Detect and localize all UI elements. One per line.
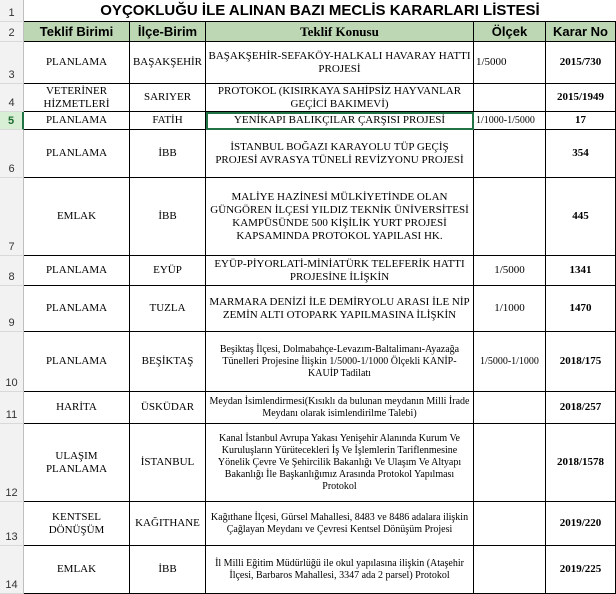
cell-olcek[interactable]: 1/1000 [474,286,546,332]
cell-olcek[interactable] [474,424,546,502]
cell-olcek[interactable] [474,392,546,424]
row-number[interactable]: 3 [0,42,24,84]
header-ilce-birim[interactable]: İlçe-Birim [130,22,206,42]
row-number[interactable]: 1 [0,0,24,22]
sheet-title[interactable]: OYÇOKLUĞU İLE ALINAN BAZI MECLİS KARARLARI LİSTESİ [24,0,616,22]
cell-ilce[interactable]: SARIYER [130,84,206,112]
cell-birim[interactable]: PLANLAMA [24,112,130,130]
cell-karar[interactable]: 1470 [546,286,616,332]
cell-ilce[interactable]: İBB [130,546,206,594]
cell-birim[interactable]: PLANLAMA [24,256,130,286]
cell-karar[interactable]: 2019/225 [546,546,616,594]
cell-konu[interactable]: MALİYE HAZİNESİ MÜLKİYETİNDE OLAN GÜNGÖREN İLÇESİ YILDIZ TEKNİK ÜNİVERSİTESİ KAMPÜSÜNDE 500 KİŞİLİK YURT PROJESİ KAPSAMINDA PROTOKOL YAPILASI HK. [206,178,474,256]
cell-konu[interactable]: İl Milli Eğitim Müdürlüğü ile okul yapılasına ilişkin (Ataşehir İlçesi, Barbaros Mahallesi, 3347 ada 2 parsel) Protokol [206,546,474,594]
cell-birim[interactable]: PLANLAMA [24,130,130,178]
cell-karar[interactable]: 354 [546,130,616,178]
cell-karar[interactable]: 445 [546,178,616,256]
cell-konu[interactable]: Kanal İstanbul Avrupa Yakası Yenişehir Alanında Kurum Ve Kuruluşların Yürütecekleri İş Ve İşlemlerin Tariflenmesine Yönelik Çevre Ve Şehircilik Bakanlığı Ve Ulaşım Ve Altyapı Bakanlığı İle Başkanlığımız Arasında Protokol Yapılması Protokol [206,424,474,502]
cell-birim[interactable]: PLANLAMA [24,332,130,392]
row-number[interactable]: 12 [0,424,24,502]
cell-birim[interactable]: ULAŞIM PLANLAMA [24,424,130,502]
cell-ilce[interactable]: BAŞAKŞEHİR [130,42,206,84]
cell-olcek[interactable]: 1/1000-1/5000 [474,112,546,130]
cell-konu[interactable]: Kağıthane İlçesi, Gürsel Mahallesi, 8483 ve 8486 adalara ilişkin Çağlayan Meydanı ve Çevresi Kentsel Dönüşüm Projesi [206,502,474,546]
cell-konu[interactable]: BAŞAKŞEHİR-SEFAKÖY-HALKALI HAVARAY HATTI PROJESİ [206,42,474,84]
row-number[interactable]: 6 [0,130,24,178]
row-number[interactable]: 7 [0,178,24,256]
cell-konu[interactable]: PROTOKOL (KISIRKAYA SAHİPSİZ HAYVANLAR GEÇİCİ BAKIMEVİ) [206,84,474,112]
cell-karar[interactable]: 2015/1949 [546,84,616,112]
cell-birim[interactable]: PLANLAMA [24,286,130,332]
cell-ilce[interactable]: İSTANBUL [130,424,206,502]
cell-olcek[interactable] [474,130,546,178]
cell-konu[interactable]: Beşiktaş İlçesi, Dolmabahçe-Levazım-Baltalimanı-Ayazağa Tünelleri Projesine İlişkin 1/5000-1/1000 Ölçekli KANİP-KAUİP Tadilatı [206,332,474,392]
cell-birim[interactable]: PLANLAMA [24,42,130,84]
cell-ilce[interactable]: TUZLA [130,286,206,332]
cell-karar[interactable]: 2015/730 [546,42,616,84]
header-teklif-konusu[interactable]: Teklif Konusu [206,22,474,42]
header-teklif-birimi[interactable]: Teklif Birimi [24,22,130,42]
cell-karar[interactable]: 2018/257 [546,392,616,424]
cell-ilce[interactable]: FATİH [130,112,206,130]
cell-ilce[interactable]: İBB [130,130,206,178]
cell-olcek[interactable] [474,546,546,594]
row-number[interactable]: 11 [0,392,24,424]
cell-karar[interactable]: 2019/220 [546,502,616,546]
cell-olcek[interactable] [474,502,546,546]
cell-olcek[interactable] [474,178,546,256]
row-number-active[interactable]: 5 [0,112,24,130]
cell-konu-selected[interactable]: YENİKAPI BALIKÇILAR ÇARŞISI PROJESİ [206,112,474,130]
cell-ilce[interactable]: ÜSKÜDAR [130,392,206,424]
cell-karar[interactable]: 1341 [546,256,616,286]
cell-ilce[interactable]: BEŞİKTAŞ [130,332,206,392]
row-number[interactable]: 10 [0,332,24,392]
cell-olcek[interactable]: 1/5000 [474,42,546,84]
cell-konu[interactable]: Meydan İsimlendirmesi(Kısıklı da bulunan meydanın Milli İrade Meydanı olarak isimlendirilme Talebi) [206,392,474,424]
cell-konu[interactable]: İSTANBUL BOĞAZI KARAYOLU TÜP GEÇİŞ PROJESİ AVRASYA TÜNELİ REVİZYONU PROJESİ [206,130,474,178]
cell-karar[interactable]: 17 [546,112,616,130]
header-olcek[interactable]: Ölçek [474,22,546,42]
cell-konu[interactable]: MARMARA DENİZİ İLE DEMİRYOLU ARASI İLE NİP ZEMİN ALTI OTOPARK YAPILMASINA İLİŞKİN [206,286,474,332]
cell-birim[interactable]: EMLAK [24,546,130,594]
cell-birim[interactable]: EMLAK [24,178,130,256]
cell-birim[interactable]: VETERİNER HİZMETLERİ [24,84,130,112]
cell-olcek[interactable] [474,84,546,112]
cell-birim[interactable]: HARİTA [24,392,130,424]
cell-karar[interactable]: 2018/175 [546,332,616,392]
cell-ilce[interactable]: İBB [130,178,206,256]
row-number[interactable]: 2 [0,22,24,42]
cell-konu[interactable]: EYÜP-PİYORLATİ-MİNİATÜRK TELEFERİK HATTI PROJESİNE İLİŞKİN [206,256,474,286]
header-karar-no[interactable]: Karar No [546,22,616,42]
cell-olcek[interactable]: 1/5000-1/1000 [474,332,546,392]
cell-ilce[interactable]: EYÜP [130,256,206,286]
cell-birim[interactable]: KENTSEL DÖNÜŞÜM [24,502,130,546]
row-number[interactable]: 14 [0,546,24,594]
cell-karar[interactable]: 2018/1578 [546,424,616,502]
cell-olcek[interactable]: 1/5000 [474,256,546,286]
row-number[interactable]: 13 [0,502,24,546]
row-number[interactable]: 4 [0,84,24,112]
row-number[interactable]: 8 [0,256,24,286]
cell-ilce[interactable]: KAĞITHANE [130,502,206,546]
row-number[interactable]: 9 [0,286,24,332]
